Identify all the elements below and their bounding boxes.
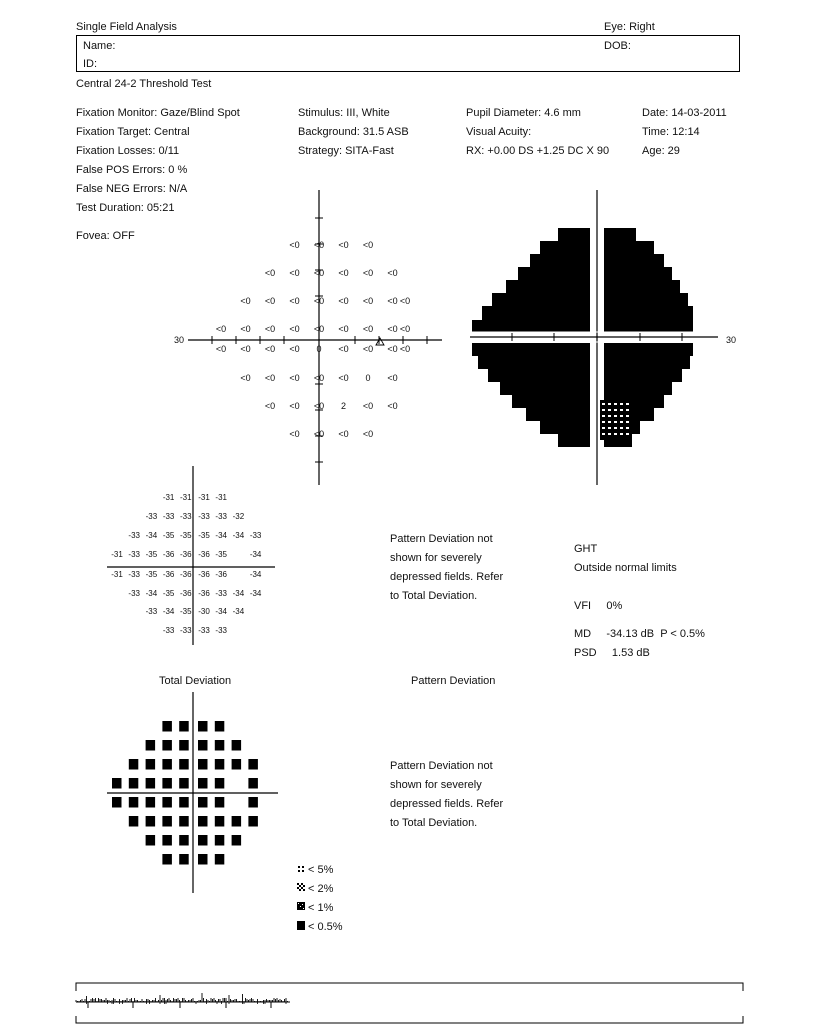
threshold-value: <0 (240, 296, 251, 306)
threshold-value: <0 (313, 268, 325, 278)
td-numeric-value: -33 (162, 512, 175, 521)
threshold-value: <0 (362, 344, 374, 354)
td-numeric-value: -34 (232, 607, 245, 616)
legend-label-1: < 1% (308, 902, 334, 914)
td-numeric-value: -31 (162, 493, 175, 502)
threshold-value: <0 (313, 373, 325, 383)
threshold-value: <0 (289, 240, 300, 250)
threshold-value: <0 (387, 373, 398, 383)
td-numeric-value: -34 (232, 531, 245, 540)
fixation-losses: Fixation Losses: 0/11 (76, 145, 180, 157)
td-numeric-value: -34 (162, 607, 175, 616)
threshold-value: <0 (387, 268, 398, 278)
td-numeric-value: -34 (145, 589, 158, 598)
pattern-note-upper-line-3: depressed fields. Refer (390, 571, 504, 583)
td-numeric-value: -33 (198, 626, 210, 635)
threshold-value: <0 (264, 401, 276, 411)
td-numeric-value: -33 (128, 550, 140, 559)
td-numeric-value: -31 (111, 570, 123, 579)
pattern-note-lower-line-3: depressed fields. Refer (390, 798, 504, 810)
td-numeric-value: -33 (249, 531, 262, 540)
background: Background: 31.5 ASB (298, 126, 409, 138)
td-numeric-value: -31 (111, 550, 123, 559)
td-numeric-value: -34 (249, 570, 262, 579)
total-deviation-title: Total Deviation (159, 675, 232, 687)
td-numeric-value: -34 (215, 531, 227, 540)
td-numeric-value: -34 (249, 589, 262, 598)
td-numeric-value: -30 (198, 607, 210, 616)
threshold-value: 0 (365, 373, 371, 383)
legend-label-05: < 0.5% (308, 921, 343, 933)
eye-label: Eye: Right (604, 21, 655, 33)
visual-acuity: Visual Acuity: (466, 126, 532, 138)
threshold-value: <0 (215, 324, 227, 334)
threshold-value: 2 (340, 401, 347, 411)
false-neg-errors: False NEG Errors: N/A (76, 183, 188, 195)
td-numeric-value: -36 (215, 570, 227, 579)
threshold-value: <0 (289, 344, 300, 354)
pattern-note-upper-line-1: Pattern Deviation not (390, 533, 493, 545)
threshold-value: <0 (264, 296, 276, 306)
td-numeric-value: -36 (198, 589, 210, 598)
td-numeric-value: -34 (145, 531, 158, 540)
pattern-note-lower-line-4: to Total Deviation. (390, 817, 478, 829)
threshold-value: <0 (338, 268, 349, 278)
threshold-value: <0 (338, 429, 349, 439)
threshold-value: 0 (316, 344, 322, 354)
threshold-value: <0 (215, 344, 227, 354)
td-numeric-value: -33 (128, 531, 140, 540)
gaze-frame-top (76, 983, 743, 991)
test-time: Time: 12:14 (642, 126, 700, 138)
td-numeric-value: -36 (180, 570, 192, 579)
psd-value: PSD 1.53 dB (574, 647, 650, 659)
td-numeric-value: -33 (162, 626, 175, 635)
td-numeric-value: -35 (180, 607, 192, 616)
td-numeric-value: -33 (215, 626, 227, 635)
gaze-frame-bottom (76, 1016, 743, 1023)
threshold-value: <0 (240, 344, 251, 354)
td-numeric-value: -33 (128, 570, 140, 579)
threshold-value: <0 (289, 373, 300, 383)
td-numeric-value: -33 (145, 512, 158, 521)
td-numeric-value: -32 (232, 512, 245, 521)
td-numeric-value: -33 (215, 589, 227, 598)
patient-age: Age: 29 (642, 145, 680, 157)
threshold-value: <0 (362, 324, 374, 334)
threshold-value: <0 (313, 429, 325, 439)
threshold-value: <0 (362, 240, 374, 250)
legend-label-5: < 5% (308, 864, 334, 876)
pattern-deviation-title: Pattern Deviation (411, 675, 496, 687)
td-numeric-value: -35 (215, 550, 227, 559)
td-numeric-value: -33 (180, 512, 192, 521)
threshold-value: <0 (362, 296, 374, 306)
stimulus: Stimulus: III, White (298, 107, 390, 119)
name-label: Name: (83, 40, 116, 52)
rx: RX: +0.00 DS +1.25 DC X 90 (466, 145, 610, 157)
threshold-value: <0 (289, 296, 300, 306)
threshold-value: <0 (338, 324, 349, 334)
threshold-value: <0 (313, 240, 325, 250)
threshold-value: <0 (362, 268, 374, 278)
td-numeric-value: -36 (162, 570, 175, 579)
pupil-diameter: Pupil Diameter: 4.6 mm (466, 107, 581, 119)
td-numeric-value: -31 (215, 493, 227, 502)
dob-label: DOB: (604, 40, 631, 52)
threshold-axis-label-left: 30 (174, 335, 185, 345)
threshold-value: <0 (387, 324, 398, 334)
td-numeric-value: -34 (232, 589, 245, 598)
threshold-value: <0 (313, 401, 325, 411)
threshold-value: <0 (338, 240, 349, 250)
ght-label: GHT (574, 543, 598, 555)
threshold-value: <0 (399, 296, 411, 306)
threshold-value: <0 (387, 296, 398, 306)
td-numeric-value: -35 (145, 550, 158, 559)
td-numeric-value: -36 (180, 589, 192, 598)
td-numeric-value: -36 (162, 550, 175, 559)
td-numeric-value: -35 (162, 531, 175, 540)
threshold-value: <0 (264, 344, 276, 354)
td-numeric-value: -33 (215, 512, 227, 521)
threshold-value: <0 (338, 296, 349, 306)
threshold-value: <0 (289, 429, 300, 439)
threshold-value: <0 (338, 373, 349, 383)
td-numeric-value: -35 (145, 570, 158, 579)
md-value: MD -34.13 dB P < 0.5% (574, 628, 705, 640)
false-pos-errors: False POS Errors: 0 % (76, 164, 188, 176)
td-numeric-value: -36 (198, 550, 210, 559)
threshold-value: <0 (362, 429, 374, 439)
vfi-value: VFI 0% (574, 600, 623, 612)
threshold-value: <0 (338, 344, 349, 354)
threshold-value: <0 (313, 324, 325, 334)
threshold-value: <0 (362, 401, 374, 411)
threshold-value: <0 (399, 344, 411, 354)
threshold-value: <0 (399, 324, 411, 334)
fixation-monitor: Fixation Monitor: Gaze/Blind Spot (76, 107, 240, 119)
strategy: Strategy: SITA-Fast (298, 145, 394, 157)
td-numeric-value: -35 (198, 531, 210, 540)
threshold-value: <0 (289, 268, 300, 278)
threshold-value: <0 (313, 296, 325, 306)
threshold-value: <0 (264, 268, 276, 278)
td-numeric-value: -36 (198, 570, 210, 579)
td-numeric-value: -36 (180, 550, 192, 559)
test-name: Central 24-2 Threshold Test (76, 78, 212, 90)
fovea-status: Fovea: OFF (76, 230, 135, 242)
threshold-value: <0 (240, 373, 251, 383)
td-numeric-value: -34 (249, 550, 262, 559)
pattern-note-upper-line-2: shown for severely (390, 552, 482, 564)
test-date: Date: 14-03-2011 (642, 107, 727, 119)
pattern-note-lower-line-1: Pattern Deviation not (390, 760, 493, 772)
td-numeric-value: -31 (180, 493, 192, 502)
test-duration: Test Duration: 05:21 (76, 202, 175, 214)
threshold-value: <0 (264, 324, 276, 334)
td-numeric-value: -31 (198, 493, 210, 502)
td-numeric-value: -35 (180, 531, 192, 540)
grayscale-axis-label-right: 30 (726, 335, 737, 345)
threshold-value: <0 (240, 324, 251, 334)
threshold-value: <0 (387, 344, 398, 354)
fixation-target: Fixation Target: Central (76, 126, 190, 138)
td-numeric-value: -33 (198, 512, 210, 521)
threshold-value: <0 (289, 401, 300, 411)
report-title: Single Field Analysis (76, 21, 177, 33)
td-numeric-value: -35 (162, 589, 175, 598)
gaze-bars (76, 993, 288, 1008)
td-numeric-value: -33 (128, 589, 140, 598)
threshold-value: <0 (264, 373, 276, 383)
id-label: ID: (83, 58, 98, 70)
threshold-value: <0 (289, 324, 300, 334)
pattern-note-upper-line-4: to Total Deviation. (390, 590, 478, 602)
legend-label-2: < 2% (308, 883, 334, 895)
td-numeric-value: -33 (145, 607, 158, 616)
td-numeric-value: -34 (215, 607, 227, 616)
td-numeric-value: -33 (180, 626, 192, 635)
threshold-value: <0 (387, 401, 398, 411)
ght-value: Outside normal limits (574, 562, 677, 574)
pattern-note-lower-line-2: shown for severely (390, 779, 482, 791)
